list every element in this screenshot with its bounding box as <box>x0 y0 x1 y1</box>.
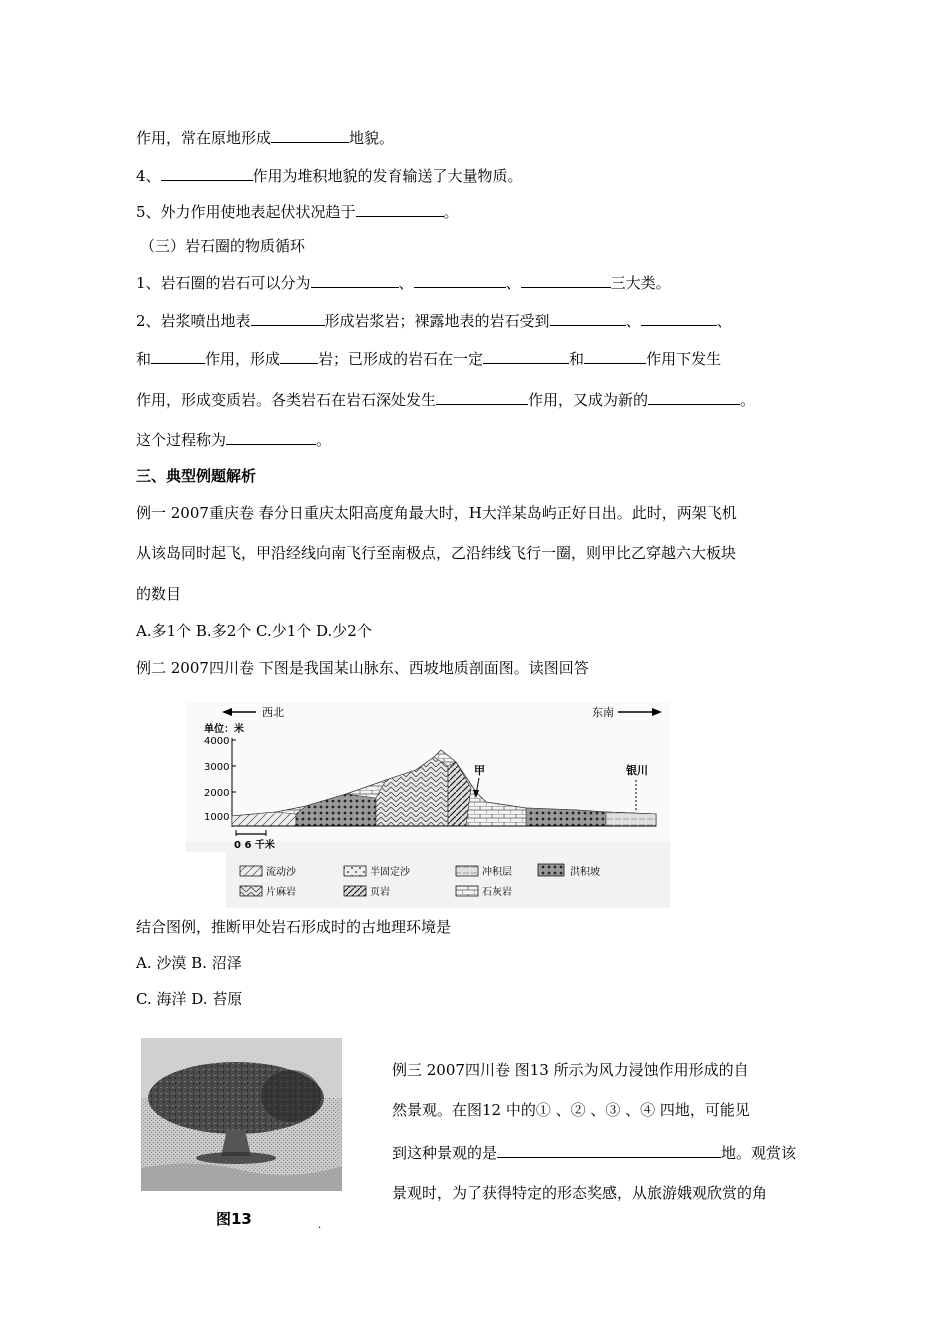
example-2-options-cd <box>136 989 242 1009</box>
legend-swatch-moving-sand <box>240 866 262 876</box>
text: 4、 <box>136 167 161 185</box>
text: 岩；已形成的岩石在一定 <box>318 350 484 368</box>
text: 、 <box>716 312 732 330</box>
legend-swatch-limestone <box>456 886 478 896</box>
text: 景观时，为了获得特定的形态奖感，从旅游娥观欣赏的角 <box>392 1184 768 1202</box>
text: 。 <box>443 203 459 221</box>
unit-label: 单位：米 <box>204 724 244 735</box>
legend-alluvium: 冲积层 <box>482 867 512 878</box>
text: 。 <box>740 391 756 409</box>
text: 地。观赏该 <box>721 1144 797 1162</box>
legend-semi-fixed-sand: 半固定沙 <box>370 867 410 878</box>
blank[interactable] <box>226 429 316 445</box>
text: A.多1个 B.多2个 C.少1个 D.少2个 <box>136 622 372 640</box>
text: 作用为堆积地貌的发育输送了大量物质。 <box>252 167 523 185</box>
text: 例三 2007四川卷 图13 所示为风力浸蚀作用形成的自 <box>392 1061 749 1079</box>
text: 。 <box>316 431 332 449</box>
legend-swatch-semi-fixed-sand <box>344 866 366 876</box>
legend-shale: 页岩 <box>370 887 390 898</box>
line-6 <box>136 310 732 331</box>
text: 到这种景观的是 <box>392 1144 498 1162</box>
text: 三大类。 <box>610 274 671 292</box>
legend-swatch-shale <box>344 886 366 896</box>
legend-moving-sand: 流动沙 <box>266 867 296 878</box>
profile-svg <box>186 702 670 908</box>
text: 形成岩浆岩；裸露地表的岩石受到 <box>324 312 550 330</box>
blank[interactable] <box>161 165 253 181</box>
section-heading-3 <box>136 466 256 486</box>
legend-alluvial-fan: 洪积坡 <box>570 867 600 878</box>
line-9 <box>136 429 331 450</box>
mushroom-rock-photo <box>141 1038 342 1191</box>
blank[interactable] <box>280 348 318 364</box>
example-1-line-1 <box>136 503 737 523</box>
text: 的数目 <box>136 585 182 603</box>
text: 从该岛同时起飞，甲沿经线向南飞行至南极点，乙沿纬线飞行一圈，则甲比乙穿越六大板块 <box>136 544 737 562</box>
example-3-line-2 <box>392 1100 750 1120</box>
text: 、 <box>398 274 414 292</box>
blank[interactable] <box>641 310 717 326</box>
blank[interactable] <box>436 389 528 405</box>
legend-swatch-alluvial-fan <box>538 864 564 876</box>
line-8 <box>136 389 755 410</box>
geologic-profile-diagram <box>186 702 670 908</box>
section-title-3 <box>140 236 305 256</box>
alluvium-layer <box>606 812 656 826</box>
example-3-line-4 <box>392 1183 767 1203</box>
text: 和 <box>136 350 152 368</box>
blank[interactable] <box>497 1142 721 1158</box>
example-2-question <box>136 917 451 937</box>
stray-dot: . <box>318 1220 322 1231</box>
line-7 <box>136 348 721 369</box>
text: 三、典型例题解析 <box>136 467 257 485</box>
text: 和 <box>569 350 585 368</box>
example-1-line-2 <box>136 543 736 563</box>
blank[interactable] <box>584 348 646 364</box>
legend-swatch-gneiss <box>240 886 262 896</box>
line-1 <box>136 127 394 148</box>
label-yinchuan: 银川 <box>626 764 648 777</box>
blank[interactable] <box>414 272 506 288</box>
text: 结合图例，推断甲处岩石形成时的古地理环境是 <box>136 918 452 936</box>
example-3-line-1 <box>392 1060 749 1080</box>
line-5 <box>136 272 671 293</box>
blank[interactable] <box>356 201 444 217</box>
text: 5、外力作用使地表起伏状况趋于 <box>136 203 356 221</box>
label-west: 西北 <box>262 706 284 719</box>
text: 然景观。在图12 中的① 、② 、③ 、④ 四地，可能见 <box>392 1101 750 1119</box>
text: 例二 2007四川卷 下图是我国某山脉东、西坡地质剖面图。读图回答 <box>136 659 589 677</box>
label-east: 东南 <box>592 706 614 719</box>
text: （三）岩石圈的物质循环 <box>140 237 306 255</box>
text: 作用下发生 <box>646 350 722 368</box>
y-tick-4000: 4000 <box>204 736 230 747</box>
text: 、 <box>625 312 641 330</box>
text: 作用，形成变质岩。各类岩石在岩石深处发生 <box>136 391 437 409</box>
text: 作用，又成为新的 <box>528 391 649 409</box>
label-jia: 甲 <box>474 764 485 777</box>
example-3-line-3 <box>392 1142 796 1163</box>
example-1-line-3 <box>136 584 181 604</box>
blank[interactable] <box>648 389 740 405</box>
example-1-options <box>136 621 372 641</box>
example-2-line-1 <box>136 658 589 678</box>
text: A. 沙漠 B. 沼泽 <box>136 954 242 972</box>
legend-limestone: 石灰岩 <box>482 887 512 898</box>
y-tick-1000: 1000 <box>204 812 230 823</box>
y-tick-2000: 2000 <box>204 788 230 799</box>
scale-label: 0 6 千米 <box>234 840 275 851</box>
blank[interactable] <box>151 348 205 364</box>
legend-swatch-alluvium <box>456 866 478 876</box>
text: C. 海洋 D. 苔原 <box>136 990 243 1008</box>
line-3 <box>136 201 459 222</box>
y-tick-3000: 3000 <box>204 762 230 773</box>
figure-13-caption: 图13 <box>216 1210 252 1228</box>
blank[interactable] <box>311 272 399 288</box>
text: 2、岩浆喷出地表 <box>136 312 251 330</box>
blank[interactable] <box>550 310 626 326</box>
text: 作用，常在原地形成 <box>136 129 272 147</box>
text: 例一 2007重庆卷 春分日重庆太阳高度角最大时，H大洋某岛屿正好日出。此时，两架飞机 <box>136 504 737 522</box>
text: 地貌。 <box>349 129 395 147</box>
blank[interactable] <box>271 127 349 143</box>
blank[interactable] <box>251 310 325 326</box>
example-2-options-ab <box>136 953 242 973</box>
text: 作用，形成 <box>205 350 281 368</box>
text: 、 <box>505 274 521 292</box>
legend-gneiss: 片麻岩 <box>266 887 296 898</box>
line-2 <box>136 165 523 186</box>
text: 这个过程称为 <box>136 431 227 449</box>
blank[interactable] <box>521 272 611 288</box>
photo-svg <box>141 1038 342 1191</box>
text: 1、岩石圈的岩石可以分为 <box>136 274 311 292</box>
blank[interactable] <box>483 348 569 364</box>
